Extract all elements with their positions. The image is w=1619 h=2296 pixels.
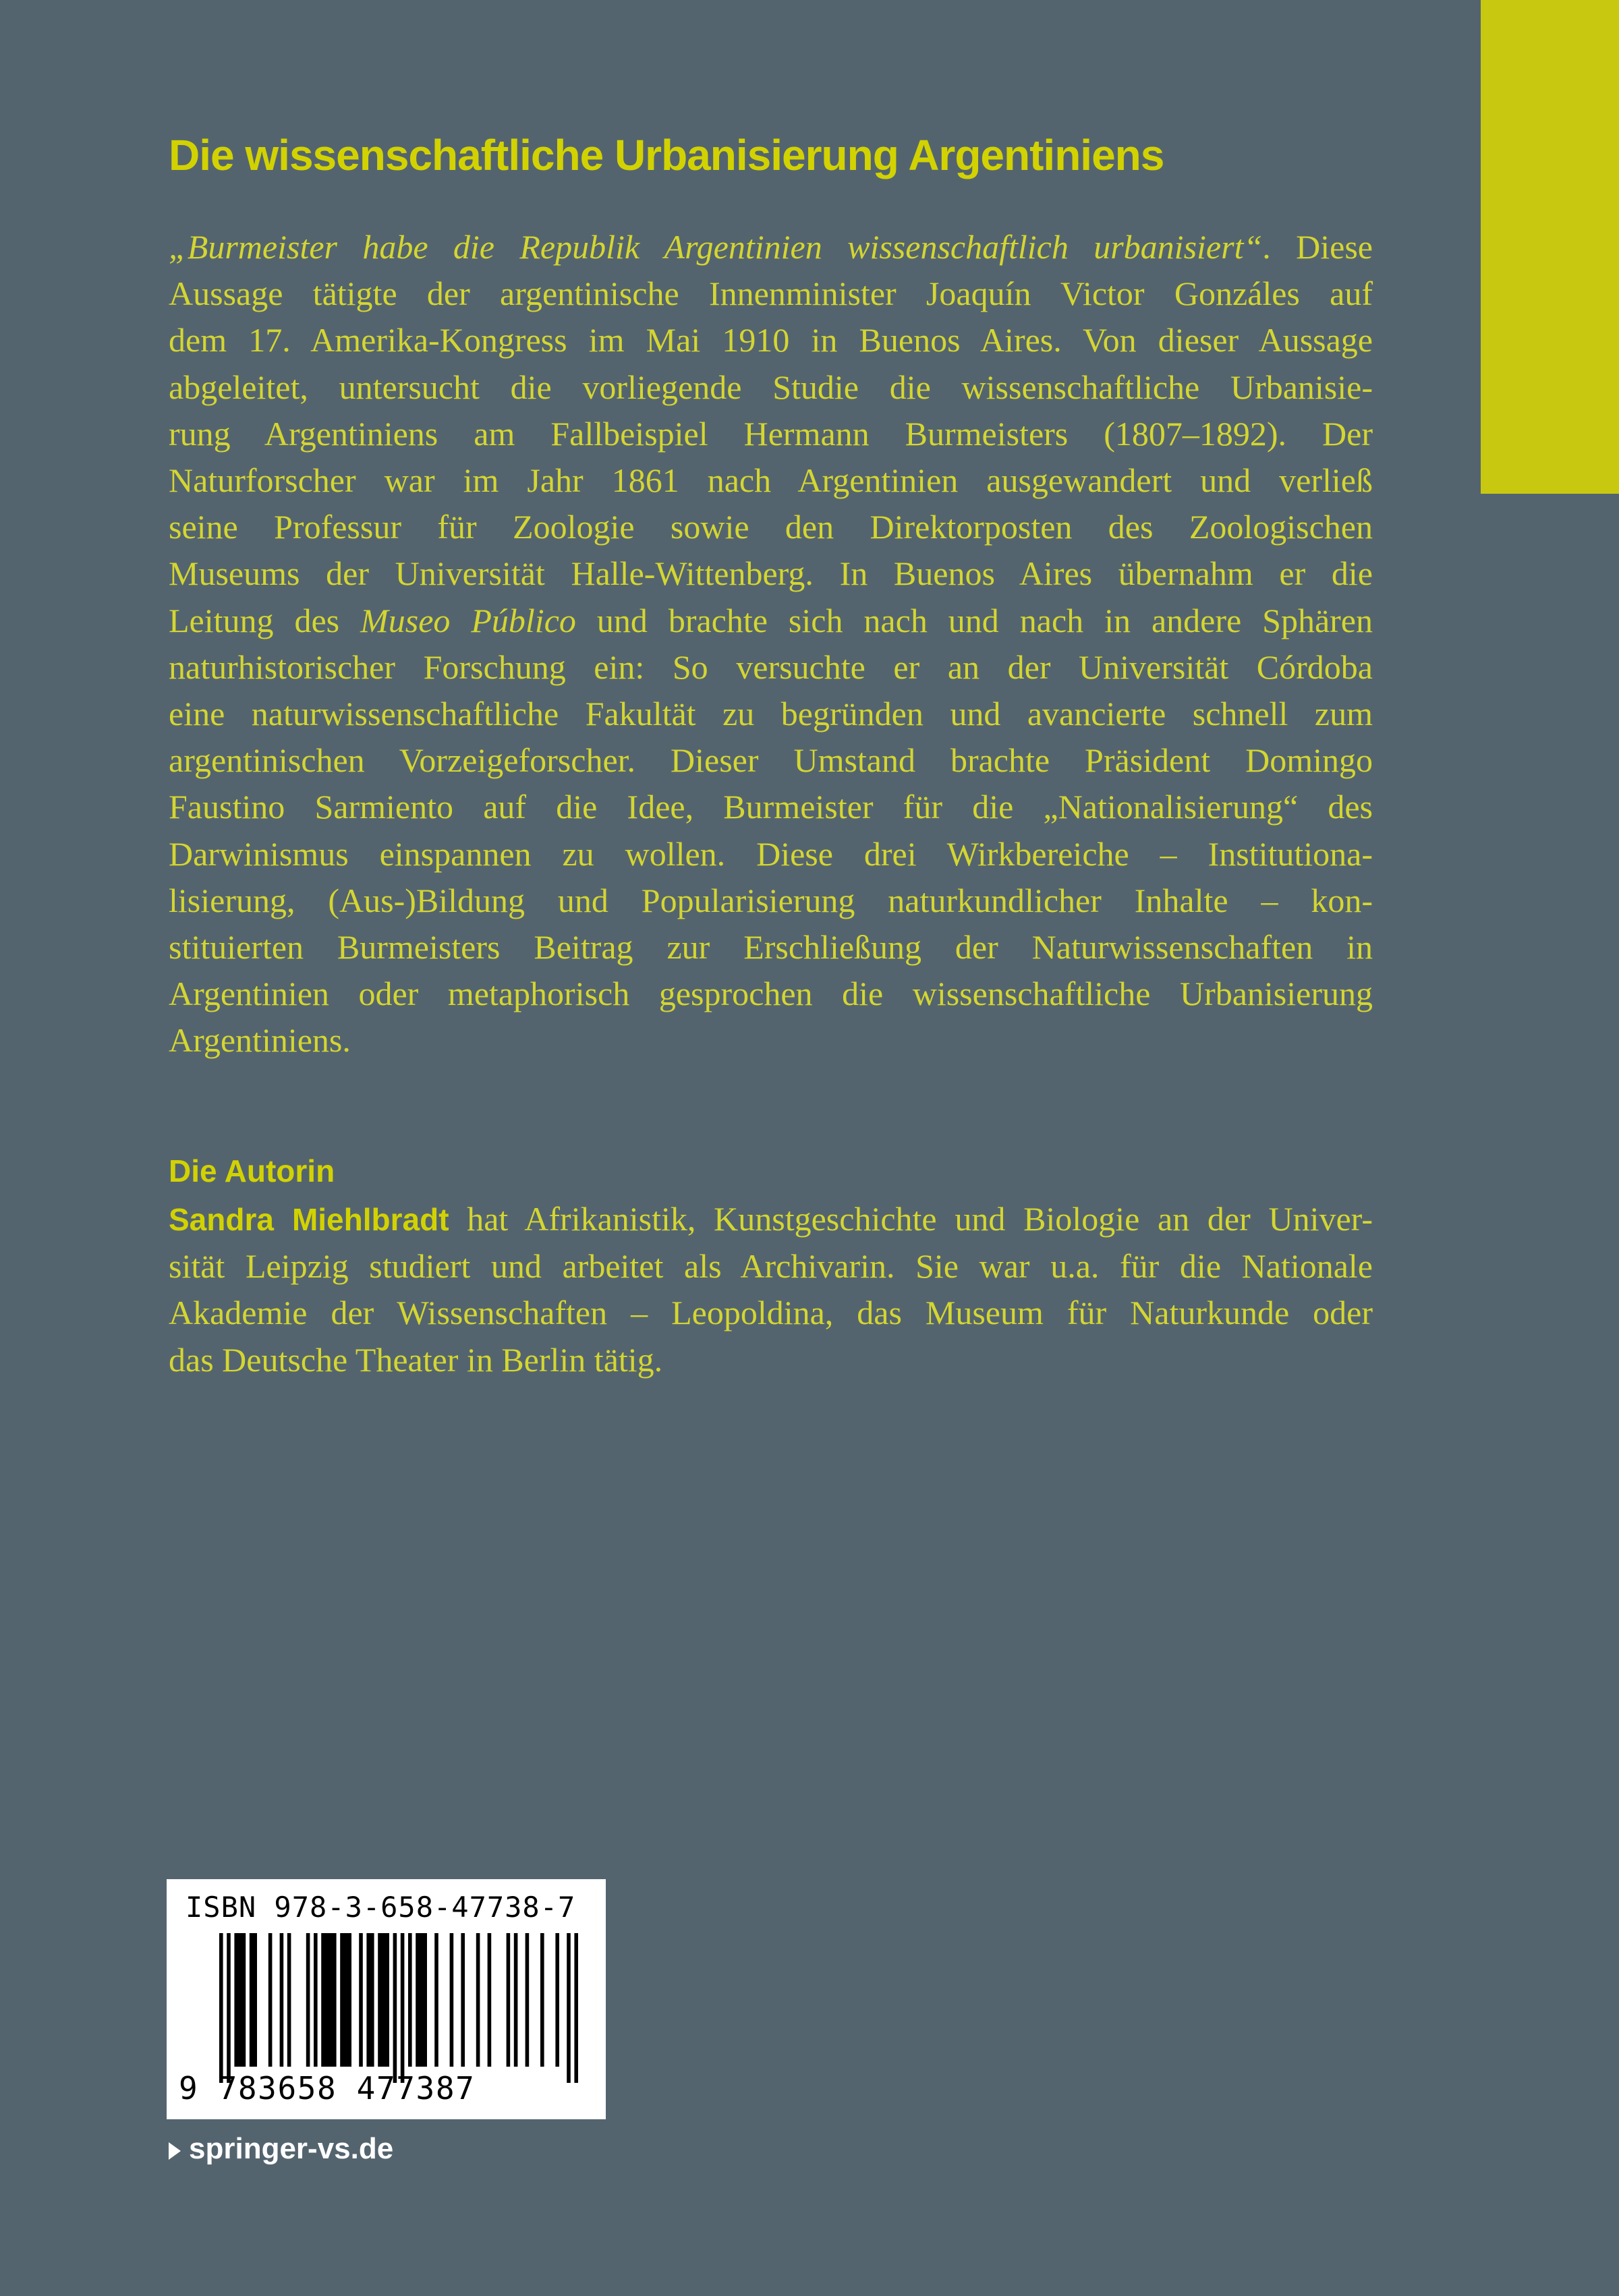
barcode-bar bbox=[488, 1933, 492, 2067]
blurb-line: naturhistorischer Forschung ein: So versuchte er an der Universität Córdoba bbox=[169, 648, 1373, 686]
barcode-bar bbox=[250, 1933, 257, 2067]
blurb-line: lisierung, (Aus-)Bildung und Popularisierung naturkundlicher Inhalte – kon- bbox=[169, 881, 1373, 919]
blurb-line: seine Professur für Zoologie sowie den Direktorposten des Zoologischen bbox=[169, 508, 1373, 546]
blurb-line: „Burmeister habe die Republik Argentinien wissenschaftlich urbanisiert“. Diese bbox=[169, 228, 1373, 266]
author-bio-line: Sandra Miehlbradt hat Afrikanistik, Kunstgeschichte und Biologie an der Univer- bbox=[169, 1200, 1373, 1238]
barcode-bar bbox=[378, 1933, 389, 2067]
barcode-bar bbox=[234, 1933, 246, 2067]
barcode-bar bbox=[574, 1933, 578, 2083]
blurb-line: Leitung des Museo Público und brachte sich nach und nach in andere Sphären bbox=[169, 601, 1373, 639]
barcode-bar bbox=[416, 1933, 427, 2067]
author-heading: Die Autorin bbox=[169, 1153, 335, 1188]
blurb-line: Aussage tätigte der argentinische Innenminister Joaquín Victor Gonzáles auf bbox=[169, 275, 1373, 313]
barcode-bar bbox=[514, 1933, 518, 2067]
blurb-line: eine naturwissenschaftliche Fakultät zu begründen und avancierte schnell zum bbox=[169, 695, 1373, 733]
author-bio-line: das Deutsche Theater in Berlin tätig. bbox=[169, 1340, 663, 1379]
barcode-bar bbox=[314, 1933, 318, 2067]
blurb-line: Argentiniens. bbox=[169, 1021, 351, 1060]
barcode-bar bbox=[526, 1933, 530, 2067]
barcode-bar bbox=[461, 1933, 465, 2067]
barcode-bar bbox=[567, 1933, 571, 2083]
barcode-bar bbox=[306, 1933, 310, 2067]
blurb-line: Faustino Sarmiento auf die Idee, Burmeister für die „Nationalisierung“ des bbox=[169, 788, 1373, 826]
barcode-bar bbox=[450, 1933, 454, 2067]
barcode-bar bbox=[219, 1933, 223, 2083]
barcode-bar bbox=[401, 1933, 405, 2083]
barcode-bar bbox=[507, 1933, 511, 2067]
blurb-quote: „Burmeister habe die Republik Argentinien wissenschaftlich urbanisiert“ bbox=[169, 228, 1263, 266]
isbn-label: ISBN 978-3-658-47738-7 bbox=[186, 1891, 576, 1924]
barcode-bar bbox=[359, 1933, 363, 2067]
author-bio bbox=[169, 1196, 1373, 1383]
blurb-line: Naturforscher war im Jahr 1861 nach Argentinien ausgewandert und verließ bbox=[169, 461, 1373, 500]
blurb-line: rung Argentiniens am Fallbeispiel Hermann Burmeisters (1807–1892). Der bbox=[169, 414, 1373, 453]
blurb-text bbox=[169, 224, 1373, 1064]
barcode-bar bbox=[321, 1933, 336, 2067]
blurb-line: Museums der Universität Halle-Wittenberg. In Buenos Aires übernahm er die bbox=[169, 554, 1373, 593]
blurb-line: abgeleitet, untersucht die vorliegende Studie die wissenschaftliche Urbanisie- bbox=[169, 368, 1373, 406]
barcode-bar bbox=[476, 1933, 480, 2067]
book-title: Die wissenschaftliche Urbanisierung Argentiniens bbox=[169, 131, 1164, 179]
blurb-line: Darwinismus einspannen zu wollen. Diese drei Wirkbereiche – Institutiona- bbox=[169, 834, 1373, 873]
barcode-bar bbox=[287, 1933, 291, 2067]
barcode-bar bbox=[227, 1933, 231, 2083]
barcode-bar bbox=[555, 1933, 559, 2067]
barcode-bar bbox=[268, 1933, 273, 2067]
barcode-bar bbox=[366, 1933, 374, 2067]
barcode-bar bbox=[280, 1933, 284, 2067]
website-label: springer-vs.de bbox=[189, 2132, 394, 2165]
accent-strip bbox=[1481, 0, 1619, 494]
author-name: Sandra Miehlbradt bbox=[169, 1202, 449, 1237]
barcode-bar bbox=[393, 1933, 397, 2083]
arrow-right-icon bbox=[169, 2142, 181, 2160]
barcode-bar bbox=[340, 1933, 351, 2067]
blurb-line: stituierten Burmeisters Beitrag zur Erschließung der Naturwissenschaften in bbox=[169, 928, 1373, 967]
blurb-line: dem 17. Amerika-Kongress im Mai 1910 in Buenos Aires. Von dieser Aussage bbox=[169, 321, 1373, 360]
museum-name: Museo Público bbox=[360, 601, 576, 639]
barcode-bar bbox=[408, 1933, 412, 2067]
barcode-bar bbox=[540, 1933, 544, 2067]
author-bio-line: Akademie der Wissenschaften – Leopoldina, das Museum für Naturkunde oder bbox=[169, 1294, 1373, 1332]
isbn-barcode bbox=[167, 1879, 606, 2119]
publisher-website[interactable] bbox=[169, 2129, 393, 2169]
barcode-digits: 9 783658 477387 bbox=[179, 2070, 476, 2106]
blurb-line: argentinischen Vorzeigeforscher. Dieser Umstand brachte Präsident Domingo bbox=[169, 741, 1373, 780]
author-bio-line: sität Leipzig studiert und arbeitet als Archivarin. Sie war u.a. für die Nationale bbox=[169, 1247, 1373, 1286]
barcode-bar bbox=[434, 1933, 438, 2067]
blurb-line: Argentinien oder metaphorisch gesprochen die wissenschaftliche Urbanisierung bbox=[169, 975, 1373, 1013]
